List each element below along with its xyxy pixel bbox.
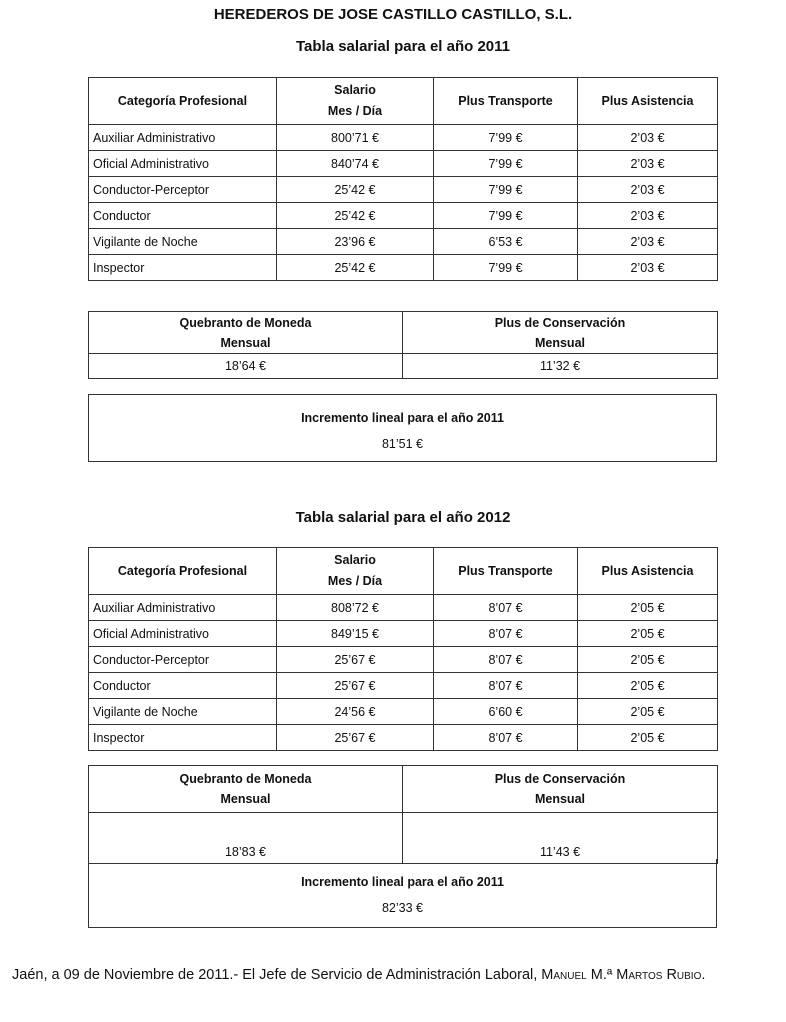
incremento-value: 81’51 € (381, 437, 423, 451)
row-salary: 25’42 € (277, 177, 434, 203)
row-salary: 25’42 € (277, 255, 434, 281)
header-conservacion-line2: Mensual (534, 335, 585, 350)
header-salario (277, 548, 434, 595)
row-attendance: 2’03 € (578, 229, 718, 255)
header-quebranto-line2: Mensual (220, 335, 271, 350)
table-row (89, 595, 718, 621)
row-attendance: 2’03 € (578, 125, 718, 151)
footer-signature (12, 967, 705, 983)
header-quebranto (89, 312, 403, 354)
row-category: Oficial Administrativo (89, 621, 277, 647)
table-row (89, 125, 718, 151)
conservacion-value: 11’32 € (403, 354, 718, 379)
header-quebranto-line1: Quebranto de Moneda (179, 315, 312, 330)
row-category: Oficial Administrativo (89, 151, 277, 177)
conservacion-value: 11’43 € (403, 813, 718, 864)
row-transport: 6’60 € (434, 699, 578, 725)
row-salary: 808’72 € (277, 595, 434, 621)
table-row (89, 151, 718, 177)
row-salary: 25’42 € (277, 203, 434, 229)
row-category: Inspector (89, 255, 277, 281)
row-salary: 24’56 € (277, 699, 434, 725)
quebranto-table-2011 (88, 311, 718, 379)
incremento-value: 82’33 € (381, 901, 423, 915)
company-name: HEREDEROS DE JOSE CASTILLO CASTILLO, S.L. (213, 6, 573, 23)
row-transport: 7’99 € (434, 125, 578, 151)
table-row (89, 255, 718, 281)
row-salary: 840’74 € (277, 151, 434, 177)
header-asistencia: Plus Asistencia (578, 548, 718, 595)
table-row (89, 699, 718, 725)
row-transport: 7’99 € (434, 255, 578, 281)
row-salary: 25’67 € (277, 725, 434, 751)
row-category: Auxiliar Administrativo (89, 595, 277, 621)
row-salary: 25’67 € (277, 647, 434, 673)
header-conservacion (403, 312, 718, 354)
incremento-label: Incremento lineal para el año 2011 (301, 875, 504, 889)
header-salario-line1: Salario (334, 553, 376, 567)
row-attendance: 2’05 € (578, 621, 718, 647)
row-category: Conductor (89, 673, 277, 699)
row-attendance: 2’05 € (578, 673, 718, 699)
header-salario-line2: Mes / Día (327, 104, 383, 118)
row-category: Auxiliar Administrativo (89, 125, 277, 151)
row-attendance: 2’05 € (578, 595, 718, 621)
header-quebranto-line1: Quebranto de Moneda (179, 772, 312, 786)
row-category: Conductor-Perceptor (89, 177, 277, 203)
row-salary: 800’71 € (277, 125, 434, 151)
row-attendance: 2’03 € (578, 255, 718, 281)
table-row (89, 647, 718, 673)
header-salario-line2: Mes / Día (327, 574, 383, 588)
header-transporte: Plus Transporte (434, 548, 578, 595)
row-category: Conductor-Perceptor (89, 647, 277, 673)
header-quebranto-line2: Mensual (220, 792, 271, 806)
header-conservacion-line1: Plus de Conservación (494, 772, 626, 786)
table-row (89, 621, 718, 647)
row-category: Inspector (89, 725, 277, 751)
quebranto-value: 18’64 € (89, 354, 403, 379)
row-category: Conductor (89, 203, 277, 229)
header-conservacion-line2: Mensual (534, 792, 585, 806)
row-transport: 7’99 € (434, 203, 578, 229)
table-2011-title: Tabla salarial para el año 2011 (295, 38, 510, 55)
header-salario-line1: Salario (334, 83, 376, 97)
header-conservacion-line1: Plus de Conservación (494, 315, 626, 330)
table-row (89, 203, 718, 229)
table-row (89, 673, 718, 699)
row-transport: 8’07 € (434, 673, 578, 699)
row-salary: 23’96 € (277, 229, 434, 255)
row-attendance: 2’05 € (578, 699, 718, 725)
table-row (89, 229, 718, 255)
header-quebranto (89, 766, 403, 813)
salary-table-2011 (88, 77, 718, 281)
row-transport: 8’07 € (434, 647, 578, 673)
row-transport: 7’99 € (434, 151, 578, 177)
header-conservacion (403, 766, 718, 813)
table-row (89, 725, 718, 751)
footer-signer: Manuel M.ª Martos Rubio. (541, 967, 706, 983)
header-categoria: Categoría Profesional (89, 548, 277, 595)
header-categoria: Categoría Profesional (89, 78, 277, 125)
row-category: Vigilante de Noche (89, 699, 277, 725)
row-transport: 8’07 € (434, 595, 578, 621)
row-salary: 25’67 € (277, 673, 434, 699)
incremento-box-2012 (88, 859, 717, 928)
row-transport: 8’07 € (434, 725, 578, 751)
salary-table-2012 (88, 547, 718, 751)
row-attendance: 2’03 € (578, 177, 718, 203)
row-transport: 7’99 € (434, 177, 578, 203)
row-attendance: 2’03 € (578, 203, 718, 229)
quebranto-table-2012 (88, 765, 718, 864)
row-attendance: 2’03 € (578, 151, 718, 177)
table-row (89, 177, 718, 203)
row-salary: 849’15 € (277, 621, 434, 647)
incremento-label: Incremento lineal para el año 2011 (301, 411, 504, 425)
header-transporte: Plus Transporte (434, 78, 578, 125)
row-attendance: 2’05 € (578, 647, 718, 673)
incremento-box-2011 (88, 394, 717, 462)
row-transport: 8’07 € (434, 621, 578, 647)
header-salario (277, 78, 434, 125)
row-category: Vigilante de Noche (89, 229, 277, 255)
row-transport: 6’53 € (434, 229, 578, 255)
footer-text: Jaén, a 09 de Noviembre de 2011.- El Jefe de Servicio de Administración Laboral, (12, 967, 542, 983)
table-2012-title: Tabla salarial para el año 2012 (295, 509, 511, 526)
quebranto-value: 18’83 € (89, 813, 403, 864)
header-asistencia: Plus Asistencia (578, 78, 718, 125)
row-attendance: 2’05 € (578, 725, 718, 751)
